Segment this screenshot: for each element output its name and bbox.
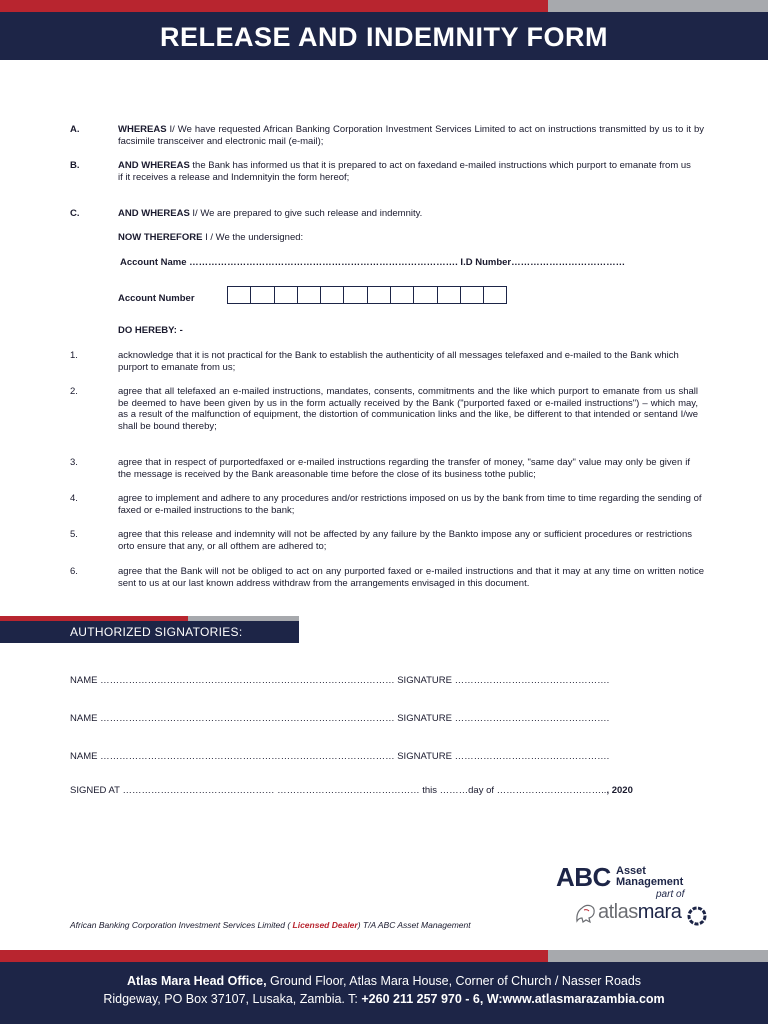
- signed-at-line[interactable]: [70, 785, 633, 796]
- abc-management-word: Management: [616, 876, 684, 888]
- account-number-digit-box[interactable]: [297, 286, 320, 304]
- abc-asset-management: [616, 866, 683, 888]
- do-hereby-heading: DO HEREBY: -: [118, 325, 183, 336]
- header-red-stripe: [0, 0, 548, 12]
- clause-2: agree that all telefaxed an e-mailed instructions, mandates, consents, commitments and the like which purport to emanate from us shall be deemed to have been given by us in the form actually received by the Bank ("purported faxed or e-mailed instructions") – which may, as a result of the malfunction of equipment, the distortion of communication links and the like, be different to that intended or sentand I/we shall be bound thereby;: [118, 386, 698, 432]
- footer-gray-stripe: [548, 950, 768, 962]
- recital-label-c: C.: [70, 208, 80, 219]
- recital-a-lead: WHEREAS: [118, 124, 167, 135]
- signatory-line-3[interactable]: NAME ………………………………………………………………………………… SIGNATURE ………………………………………….: [70, 751, 610, 762]
- clause-6: agree that the Bank will not be obliged to act on any purported faxed or e-mailed instructions and that it may at any time on written notice sent to us at our last known address withdraw from the arrangements envisaged in this document.: [118, 566, 704, 589]
- licensed-dealer: Licensed Dealer: [292, 920, 358, 930]
- signatories-heading: AUTHORIZED SIGNATORIES:: [70, 625, 243, 639]
- now-therefore-lead: NOW THEREFORE: [118, 232, 203, 243]
- account-number-digit-box[interactable]: [437, 286, 460, 304]
- account-number-digit-box[interactable]: [367, 286, 390, 304]
- footer-address-line: Ridgeway, PO Box 37107, Lusaka, Zambia. T:: [103, 992, 362, 1006]
- legal-after: ) T/A ABC Asset Management: [357, 920, 471, 930]
- account-number-digit-box[interactable]: [343, 286, 366, 304]
- footer-office-address: Ground Floor, Atlas Mara House, Corner of Church / Nasser Roads: [266, 974, 642, 988]
- recital-label-a: A.: [70, 124, 80, 135]
- atlas-word: atlas: [598, 901, 638, 923]
- footer-office-line: [0, 974, 768, 988]
- signed-year: , 2020: [606, 785, 633, 796]
- clause-number: 3.: [70, 457, 78, 468]
- footer-red-stripe: [0, 950, 548, 962]
- account-number-digit-box[interactable]: [460, 286, 483, 304]
- signed-at-text: SIGNED AT ………………………………………… ……………………………………… this ………day of ……………………………..: [70, 785, 607, 796]
- atlasmara-logo-text: [598, 901, 681, 924]
- atlasmara-ring-icon: [686, 905, 708, 927]
- abc-logo-text: ABC: [556, 862, 611, 892]
- recital-b-text: the Bank has informed us that it is prepared to act on faxedand e-mailed instructions which purport to emanate from us if it receives a release and Indemnityin the form hereof;: [118, 160, 691, 183]
- legal-before: African Banking Corporation Investment Services Limited (: [70, 920, 293, 930]
- now-therefore-text: I / We the undersigned:: [202, 232, 304, 243]
- clause-5: agree that this release and indemnity will not be affected by any failure by the Bankto impose any or sufficient procedures or restrictions orto ensure that any, or all ofthem are adhered to;: [118, 529, 692, 552]
- abc-asset-word: Asset: [616, 865, 646, 877]
- recital-c-lead: AND WHEREAS: [118, 208, 190, 219]
- account-number-digit-box[interactable]: [274, 286, 297, 304]
- recital-a-text: I/ We have requested African Banking Corporation Investment Services Limited to act on instructions transmitted by us to it by facsimile transceiver and electronic mail (e-mail);: [118, 124, 704, 147]
- recital-a: [118, 124, 704, 147]
- clause-number: 4.: [70, 493, 78, 504]
- clause-number: 1.: [70, 350, 78, 361]
- footer-office-label: Atlas Mara Head Office,: [126, 974, 267, 988]
- clause-3: agree that in respect of purportedfaxed or e-mailed instructions regarding the transfer of money, "same day" value may only be given if the message is received by the Bank areasonable time before the close of its business tothe public;: [118, 457, 690, 480]
- legal-footnote: [70, 920, 471, 930]
- recital-c-text: I/ We are prepared to give such release and indemnity.: [189, 208, 423, 219]
- recital-b: [118, 160, 693, 183]
- clause-number: 5.: [70, 529, 78, 540]
- recital-b-lead: AND WHEREAS: [118, 160, 190, 171]
- account-number-boxes[interactable]: [227, 286, 507, 304]
- clause-1: acknowledge that it is not practical for the Bank to establish the authenticity of all messages telefaxed and e-mailed to the Bank which purport to emanate from us;: [118, 350, 679, 373]
- page-title: RELEASE AND INDEMNITY FORM: [159, 22, 609, 52]
- recital-label-b: B.: [70, 160, 80, 171]
- account-number-digit-box[interactable]: [483, 286, 506, 304]
- account-name-field[interactable]: Account Name …………………………………………………………………………. I.D Number………………………………: [120, 257, 626, 268]
- clause-number: 2.: [70, 386, 78, 397]
- clause-number: 6.: [70, 566, 78, 577]
- footer-contact-line: [0, 992, 768, 1006]
- header-gray-stripe: [548, 0, 768, 12]
- account-number-label: Account Number: [118, 293, 195, 304]
- clause-4: agree to implement and adhere to any procedures and/or restrictions imposed on us by the bank from time to time regarding the sending of faxed or e-mailed instructions to the bank;: [118, 493, 702, 516]
- mara-word: mara: [637, 901, 682, 923]
- signatory-line-1[interactable]: NAME ………………………………………………………………………………… SIGNATURE ………………………………………….: [70, 675, 610, 686]
- account-number-digit-box[interactable]: [390, 286, 413, 304]
- account-number-digit-box[interactable]: [413, 286, 436, 304]
- account-number-digit-box[interactable]: [227, 286, 250, 304]
- account-number-digit-box[interactable]: [250, 286, 273, 304]
- now-therefore: [118, 232, 704, 244]
- account-number-digit-box[interactable]: [320, 286, 343, 304]
- part-of-text: part of: [656, 889, 685, 900]
- recital-c: [118, 208, 704, 220]
- lion-icon: [574, 902, 598, 924]
- footer-phone-web[interactable]: +260 211 257 970 - 6, W:www.atlasmarazambia.com: [361, 992, 665, 1006]
- signatory-line-2[interactable]: NAME ………………………………………………………………………………… SIGNATURE ………………………………………….: [70, 713, 610, 724]
